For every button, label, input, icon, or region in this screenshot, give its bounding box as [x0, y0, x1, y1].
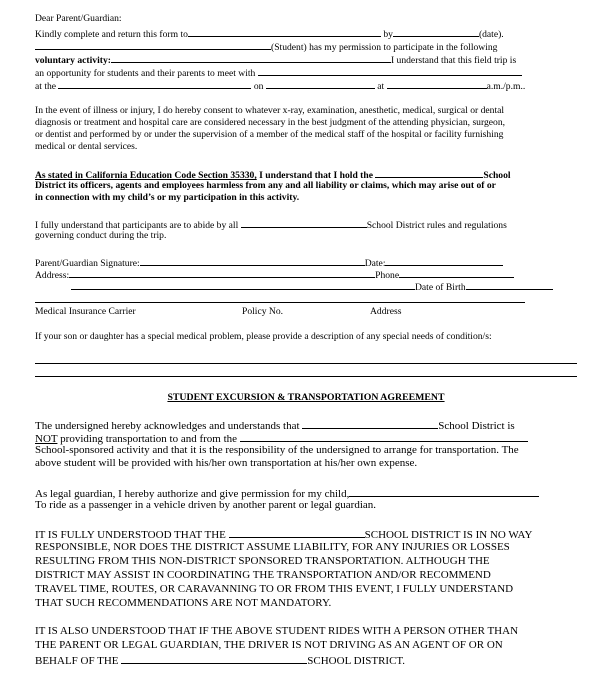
- agreement-p3-line-4: DISTRICT MAY ASSIST IN COORDINATING THE TRANSPORTATION AND/OR RECOMMEND: [35, 569, 491, 581]
- address-field[interactable]: [69, 268, 375, 278]
- special-needs-line-2[interactable]: [35, 376, 577, 377]
- medical-line-3: or dentist and performed by or under the supervision of a member of the medical staff of the hospital or facility furnishing: [35, 129, 504, 140]
- agreement-p4-line-2: THE PARENT OR LEGAL GUARDIAN, THE DRIVER IS NOT DRIVING AS AN AGENT OF OR ON: [35, 639, 503, 651]
- signature-field[interactable]: [140, 256, 365, 266]
- agreement-title: STUDENT EXCURSION & TRANSPORTATION AGREEMENT: [167, 392, 445, 403]
- greeting: Dear Parent/Guardian:: [35, 13, 122, 24]
- district-name-field-4[interactable]: [229, 527, 365, 538]
- agreement-p3-line-6: THAT SUCH RECOMMENDATIONS ARE NOT MANDATORY.: [35, 597, 332, 609]
- agreement-p1-line-3: School-sponsored activity and that it is the responsibility of the undersigned to arrange for transportation. The: [35, 444, 519, 456]
- medical-line-4: medical or dental services.: [35, 141, 138, 152]
- ed-code-line-2: District its officers, agents and employees harmless from any and all liability or claims, which may arise out of or: [35, 180, 496, 191]
- district-name-field-5[interactable]: [121, 653, 307, 664]
- opportunity-line: an opportunity for students and their parents to meet with: [35, 66, 522, 80]
- agreement-p3-line-1: IT IS FULLY UNDERSTOOD THAT THE SCHOOL DISTRICT IS IN NO WAY: [35, 529, 533, 541]
- activity-line: voluntary activity: I understand that this field trip is: [35, 55, 517, 66]
- carrier-label: Medical Insurance Carrier: [35, 306, 136, 317]
- district-name-field-3[interactable]: [302, 418, 438, 429]
- address-field-2[interactable]: [71, 280, 415, 290]
- dob-field[interactable]: [466, 280, 553, 290]
- medical-line-1: In the event of illness or injury, I do hereby consent to whatever x-ray, examination, anesthetic, medical, surgical or dental: [35, 105, 505, 116]
- return-line: Kindly complete and return this form to by (date).: [35, 29, 504, 40]
- rules-line-1: I fully understand that participants are to abide by all School District rules and regulations: [35, 220, 507, 231]
- return-date-field[interactable]: [393, 27, 479, 37]
- district-name-field-1[interactable]: [375, 168, 483, 178]
- agreement-p4-line-1: IT IS ALSO UNDERSTOOD THAT IF THE ABOVE STUDENT RIDES WITH A PERSON OTHER THAN: [35, 625, 519, 637]
- agreement-p2-line-1: As legal guardian, I hereby authorize and give permission for my child,: [35, 486, 539, 502]
- student-name-field[interactable]: [35, 40, 271, 50]
- address-line: Address: Phone: [35, 268, 514, 282]
- ed-code-line-3: in connection with my child’s or my participation in this activity.: [35, 192, 300, 203]
- phone-field[interactable]: [399, 268, 514, 278]
- agreement-p3-line-3: RESULTING FROM THIS NON-DISTRICT SPONSORED TRANSPORTATION. ALTHOUGH THE: [35, 555, 490, 567]
- signature-date-field[interactable]: [385, 256, 503, 266]
- agreement-p3-line-2: RESPONSIBLE, NOR DOES THE DISTRICT ASSUME LIABILITY, FOR ANY INJURIES OR LOSSES: [35, 541, 510, 553]
- event-date-field[interactable]: [266, 79, 375, 89]
- activity-field[interactable]: [111, 53, 391, 63]
- agreement-p2-line-2: To ride as a passenger in a vehicle driven by another parent or legal guardian.: [35, 499, 377, 511]
- ed-code-line-1: As stated in California Education Code Section 35330, I understand that I hold the School: [35, 170, 511, 181]
- district-name-field-2[interactable]: [241, 218, 367, 228]
- student-line: (Student) has my permission to participate in the following: [35, 40, 497, 54]
- agreement-p1-line-1: The undersigned hereby acknowledges and understands that School District is: [35, 420, 515, 432]
- activity-name-field[interactable]: [240, 431, 528, 442]
- special-needs-line-1[interactable]: [35, 363, 577, 364]
- agreement-p1-line-2: NOT providing transportation to and from the: [35, 431, 528, 447]
- insurance-rule[interactable]: [35, 302, 525, 303]
- special-needs-text: If your son or daughter has a special medical problem, please provide a description of any special needs of condition/s:: [35, 331, 492, 342]
- location-line: at the on at a.m./p.m..: [35, 81, 526, 92]
- signature-line: Parent/Guardian Signature: Date:: [35, 256, 503, 270]
- medical-line-2: diagnosis or treatment and hospital care are considered necessary in the best judgment of the attending physician, surgeon,: [35, 117, 506, 128]
- location-field[interactable]: [58, 79, 251, 89]
- agreement-p3-line-5: TRAVEL TIME, ROUTES, OR CARAVANNING TO OR FROM THIS EVENT, I FULLY UNDERSTAND: [35, 583, 514, 595]
- rules-line-2: governing conduct during the trip.: [35, 230, 167, 241]
- insurance-address-label: Address: [370, 306, 402, 317]
- policy-label: Policy No.: [242, 306, 284, 317]
- return-to-field[interactable]: [188, 27, 381, 37]
- meet-with-field[interactable]: [258, 66, 522, 76]
- dob-line: Date of Birth: [35, 280, 553, 294]
- child-name-field[interactable]: [349, 486, 539, 497]
- agreement-p4-line-3: BEHALF OF THE SCHOOL DISTRICT.: [35, 655, 406, 667]
- event-time-field[interactable]: [387, 79, 487, 89]
- agreement-p1-line-4: above student will be provided with his/her own transportation at his/her own expense.: [35, 457, 418, 469]
